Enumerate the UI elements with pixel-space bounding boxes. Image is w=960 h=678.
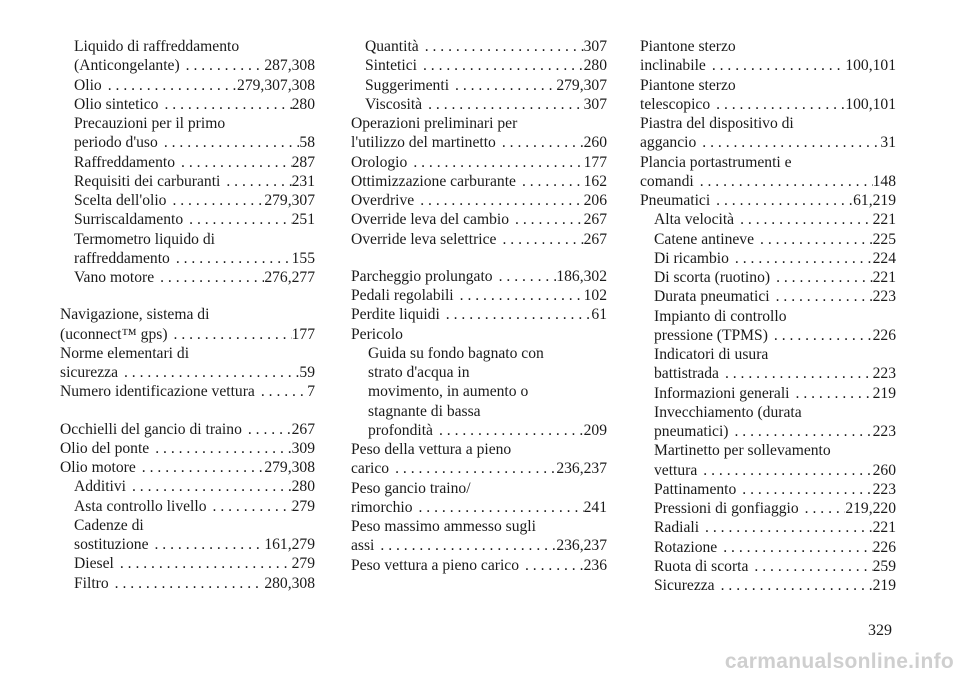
- entry-text: Peso vettura a pieno carico: [351, 556, 519, 574]
- index-subentry: [640, 249, 896, 268]
- index-entry: [351, 153, 607, 172]
- page-reference: 307: [583, 95, 607, 113]
- dot-leader: [102, 76, 237, 95]
- dot-leader: [180, 56, 265, 75]
- entry-text: Norme elementari di: [60, 344, 190, 362]
- entry-text: Informazioni generali: [654, 384, 790, 402]
- dot-leader: [407, 153, 583, 172]
- dot-leader: [519, 556, 584, 575]
- index-column-3: [640, 37, 896, 595]
- index-entry: [351, 191, 607, 210]
- dot-leader: [799, 499, 846, 518]
- page-reference: 223: [872, 288, 896, 306]
- index-subentry: [60, 249, 315, 268]
- dot-leader: [768, 326, 873, 345]
- index-entry: [640, 95, 896, 114]
- page-reference: 241: [583, 498, 607, 516]
- index-entry: [351, 133, 607, 152]
- index-subentry: [60, 535, 315, 554]
- entry-text: Sicurezza: [654, 577, 715, 594]
- index-entry: [351, 267, 607, 286]
- entry-text: Perdite liquidi: [351, 306, 440, 324]
- index-subentry: [640, 538, 896, 557]
- page-reference: 155: [291, 249, 315, 267]
- index-subentry: [640, 287, 896, 306]
- index-subentry: [640, 576, 896, 595]
- page-reference: 221: [872, 519, 896, 537]
- page-reference: 209: [583, 421, 607, 439]
- page-reference: 279: [291, 497, 315, 515]
- index-entry: [60, 305, 315, 324]
- dot-leader: [493, 267, 557, 286]
- dot-leader: [754, 230, 873, 249]
- dot-leader: [158, 95, 291, 114]
- dot-leader: [255, 382, 307, 401]
- dot-leader: [696, 133, 880, 152]
- index-subentry: [60, 95, 315, 114]
- index-entry: [60, 363, 315, 382]
- index-subentry: [640, 326, 896, 345]
- dot-leader: [118, 363, 299, 382]
- index-entry: [351, 498, 607, 517]
- dot-leader: [168, 325, 292, 344]
- entry-text: Parcheggio prolungato: [351, 267, 493, 285]
- entry-text: Guida su fondo bagnato con: [368, 344, 544, 362]
- index-subentry: [351, 421, 607, 440]
- page-reference: 236,237: [556, 537, 607, 555]
- index-entry: [351, 210, 607, 229]
- dot-leader: [496, 133, 584, 152]
- page-reference: 231: [291, 172, 315, 190]
- entry-text: comandi: [640, 172, 694, 190]
- page-number: 329: [868, 622, 892, 639]
- page-reference: 307: [583, 38, 607, 55]
- dot-leader: [728, 422, 872, 441]
- index-subentry: [60, 497, 315, 516]
- page-reference: 280: [291, 478, 315, 496]
- entry-text: Overdrive: [351, 192, 415, 209]
- index-entry: [640, 76, 896, 95]
- index-entry: [351, 479, 607, 498]
- dot-leader: [419, 37, 584, 56]
- page-reference: 59: [299, 364, 315, 381]
- page-reference: 267: [291, 420, 315, 438]
- entry-text: Piantone sterzo: [640, 38, 736, 55]
- entry-text: Diesel: [74, 555, 114, 573]
- entry-text: Olio motore: [60, 459, 136, 476]
- page-reference: 309: [291, 439, 315, 457]
- dot-leader: [699, 518, 873, 537]
- dot-leader: [413, 498, 584, 517]
- index-entry: [60, 420, 315, 439]
- dot-leader: [389, 459, 556, 478]
- entry-text: Pericolo: [351, 325, 403, 343]
- entry-text: Pneumatici: [640, 192, 711, 209]
- dot-leader: [136, 458, 265, 477]
- dot-leader: [207, 497, 292, 516]
- entry-text: Override leva selettrice: [351, 230, 497, 248]
- dot-leader: [729, 249, 873, 268]
- index-entry: [640, 133, 896, 152]
- index-subentry: [60, 153, 315, 172]
- entry-text: vettura: [654, 461, 698, 479]
- entry-text: Rotazione: [654, 538, 718, 556]
- entry-text: Cadenze di: [74, 516, 144, 534]
- page-reference: 267: [583, 211, 607, 229]
- index-subentry: [640, 307, 896, 326]
- index-subentry: [60, 268, 315, 287]
- entry-text: Navigazione, sistema di: [60, 306, 210, 324]
- page-reference: 223: [872, 480, 896, 498]
- page-reference: 161,279: [264, 536, 315, 553]
- index-subentry: [351, 95, 607, 114]
- watermark: carmanualsonline.info: [724, 650, 954, 673]
- page-reference: 287,308: [264, 57, 315, 75]
- entry-text: Alta velocità: [654, 211, 735, 229]
- entry-text: raffreddamento: [74, 249, 170, 267]
- index-subentry: [60, 477, 315, 496]
- entry-text: Impianto di controllo: [654, 307, 787, 325]
- dot-leader: [422, 95, 584, 114]
- dot-leader: [220, 172, 291, 191]
- page-reference: 31: [880, 134, 896, 152]
- entry-text: Durata pneumatici: [654, 288, 770, 306]
- dot-leader: [694, 172, 873, 191]
- page-reference: 226: [872, 326, 896, 344]
- index-subentry: [60, 133, 315, 152]
- entry-text: Pedali regolabili: [351, 287, 454, 304]
- index-subentry: [640, 499, 896, 518]
- page-reference: 279: [291, 555, 315, 573]
- dot-leader: [770, 287, 873, 306]
- entry-text: Di ricambio: [654, 249, 729, 267]
- entry-text: pneumatici): [654, 423, 729, 440]
- index-entry: [351, 459, 607, 478]
- entry-text: Olio del ponte: [60, 439, 150, 457]
- entry-text: Peso della vettura a pieno: [351, 441, 512, 458]
- page-reference: 279,307: [264, 192, 315, 209]
- index-subentry: [640, 461, 896, 480]
- entry-text: movimento, in aumento o: [368, 383, 529, 401]
- entry-text: Raffreddamento: [74, 153, 176, 171]
- entry-text: Requisiti dei carburanti: [74, 172, 221, 190]
- index-subentry: [640, 518, 896, 537]
- page-reference: 280,308: [264, 574, 315, 592]
- page-reference: 162: [583, 172, 607, 190]
- dot-leader: [126, 477, 292, 496]
- entry-text: Ottimizzazione carburante: [351, 172, 516, 190]
- entry-text: carico: [351, 460, 390, 478]
- index-subentry: [640, 364, 896, 383]
- page-reference: 61: [591, 306, 607, 324]
- index-entry: [60, 439, 315, 458]
- dot-leader: [454, 286, 584, 305]
- dot-leader: [149, 535, 265, 554]
- index-entry: [640, 56, 896, 75]
- page-reference: 280: [291, 95, 315, 113]
- index-subentry: [60, 516, 315, 535]
- page-reference: 251: [291, 211, 315, 229]
- entry-text: Pressioni di gonfiaggio: [654, 500, 799, 517]
- entry-text: Di scorta (ruotino): [654, 269, 771, 286]
- index-entry: [351, 230, 607, 249]
- entry-text: inclinabile: [640, 57, 706, 75]
- dot-leader: [114, 554, 292, 573]
- dot-leader: [449, 76, 556, 95]
- page-reference: 177: [291, 325, 315, 343]
- dot-leader: [748, 557, 872, 576]
- page-reference: 186,302: [556, 267, 607, 285]
- page-reference: 223: [872, 423, 896, 440]
- entry-text: rimorchio: [351, 498, 413, 516]
- index-subentry: [60, 191, 315, 210]
- entry-text: Asta controllo livello: [74, 497, 207, 515]
- entry-text: Additivi: [74, 478, 126, 496]
- dot-leader: [374, 536, 556, 555]
- dot-leader: [710, 95, 845, 114]
- index-subentry: [351, 382, 607, 401]
- entry-text: Olio sintetico: [74, 95, 159, 113]
- index-subentry: [640, 268, 896, 287]
- index-subentry: [351, 402, 607, 421]
- index-subentry: [60, 230, 315, 249]
- dot-leader: [440, 305, 592, 324]
- index-entry: [640, 37, 896, 56]
- index-entry: [351, 536, 607, 555]
- page-reference: 236,237: [556, 460, 607, 478]
- entry-text: Operazioni preliminari per: [351, 115, 518, 132]
- dot-leader: [790, 384, 873, 403]
- entry-text: pressione (TPMS): [654, 326, 768, 344]
- entry-text: Suggerimenti: [365, 76, 450, 94]
- page-reference: 102: [583, 287, 607, 304]
- entry-text: Martinetto per sollevamento: [654, 442, 831, 460]
- page-reference: 219: [872, 384, 896, 402]
- index-subentry: [60, 210, 315, 229]
- dot-leader: [183, 210, 291, 229]
- page-reference: 100,101: [845, 57, 896, 75]
- index-subentry: [351, 344, 607, 363]
- page-reference: 58: [299, 134, 315, 152]
- dot-leader: [734, 210, 873, 229]
- index-entry: [351, 517, 607, 536]
- index-subentry: [60, 172, 315, 191]
- index-entry: [351, 556, 607, 575]
- index-subentry: [640, 480, 896, 499]
- index-entry: [640, 153, 896, 172]
- index-entry: [640, 191, 896, 210]
- entry-text: strato d'acqua in: [368, 364, 470, 381]
- page-reference: 7: [307, 383, 315, 401]
- entry-text: Piantone sterzo: [640, 76, 736, 94]
- index-subentry: [640, 345, 896, 364]
- page-reference: 224: [872, 249, 896, 267]
- entry-text: Viscosità: [365, 95, 423, 113]
- index-subentry: [60, 76, 315, 95]
- dot-leader: [414, 191, 583, 210]
- index-entry: [60, 382, 315, 401]
- dot-leader: [697, 461, 872, 480]
- entry-text: Invecchiamento (durata: [654, 403, 802, 421]
- dot-leader: [717, 538, 872, 557]
- index-subentry: [640, 422, 896, 441]
- page-reference: 177: [583, 153, 607, 171]
- section-gap: [351, 249, 607, 267]
- dot-leader: [417, 56, 584, 75]
- index-subentry: [640, 384, 896, 403]
- dot-leader: [109, 574, 265, 593]
- index-entry: [351, 305, 607, 324]
- index-entry: [60, 325, 315, 344]
- index-subentry: [640, 210, 896, 229]
- index-column-1: [60, 37, 315, 593]
- entry-text: sostituzione: [74, 536, 149, 553]
- page-reference: 223: [872, 365, 896, 383]
- index-subentry: [640, 557, 896, 576]
- page-reference: 206: [583, 192, 607, 209]
- dot-leader: [706, 56, 845, 75]
- dot-leader: [770, 268, 873, 287]
- entry-text: Peso gancio traino/: [351, 479, 471, 497]
- index-subentry: [60, 37, 315, 56]
- entry-text: battistrada: [654, 365, 719, 383]
- index-entry: [640, 114, 896, 133]
- dot-leader: [170, 249, 292, 268]
- section-gap: [60, 287, 315, 305]
- dot-leader: [166, 191, 264, 210]
- entry-text: telescopico: [640, 95, 711, 113]
- entry-text: Liquido di raffreddamento: [74, 38, 240, 55]
- page-reference: 260: [872, 461, 896, 479]
- index-entry: [351, 325, 607, 344]
- dot-leader: [516, 172, 584, 191]
- page-reference: 148: [872, 172, 896, 190]
- page-reference: 276,277: [264, 269, 315, 286]
- index-subentry: [60, 574, 315, 593]
- page-reference: 221: [872, 269, 896, 286]
- entry-text: (uconnect™ gps): [60, 325, 168, 343]
- dot-leader: [715, 576, 873, 595]
- index-subentry: [60, 56, 315, 75]
- entry-text: stagnante di bassa: [368, 402, 481, 420]
- dot-leader: [736, 480, 872, 499]
- entry-text: Precauzioni per il primo: [74, 115, 226, 132]
- page-reference: 260: [583, 134, 607, 152]
- entry-text: Ruota di scorta: [654, 557, 749, 575]
- index-entry: [351, 286, 607, 305]
- index-subentry: [60, 114, 315, 133]
- entry-text: Radiali: [654, 519, 700, 537]
- section-gap: [60, 402, 315, 420]
- index-subentry: [640, 403, 896, 422]
- index-subentry: [351, 56, 607, 75]
- page-reference: 236: [583, 556, 607, 574]
- entry-text: Pattinamento: [654, 480, 737, 498]
- index-subentry: [640, 441, 896, 460]
- entry-text: Indicatori di usura: [654, 346, 769, 363]
- index-entry: [640, 172, 896, 191]
- entry-text: Catene antineve: [654, 230, 755, 248]
- entry-text: Quantità: [365, 38, 419, 55]
- index-entry: [351, 172, 607, 191]
- index-column-2: [351, 37, 607, 575]
- entry-text: Override leva del cambio: [351, 211, 510, 229]
- index-entry: [60, 344, 315, 363]
- entry-text: Termometro liquido di: [74, 230, 215, 248]
- page-reference: 267: [583, 230, 607, 248]
- page-reference: 226: [872, 538, 896, 556]
- dot-leader: [242, 420, 292, 439]
- page-reference: 279,307: [556, 76, 607, 94]
- page-reference: 225: [872, 230, 896, 248]
- entry-text: aggancio: [640, 134, 697, 152]
- index-subentry: [351, 37, 607, 56]
- entry-text: Scelta dell'olio: [74, 192, 167, 209]
- page-reference: 100,101: [845, 95, 896, 113]
- entry-text: Vano motore: [74, 269, 155, 286]
- index-entry: [351, 440, 607, 459]
- dot-leader: [719, 364, 873, 383]
- dot-leader: [496, 230, 583, 249]
- index-subentry: [60, 554, 315, 573]
- page-reference: 61,219: [853, 192, 896, 209]
- entry-text: (Anticongelante): [74, 57, 180, 75]
- index-subentry: [640, 230, 896, 249]
- index-subentry: [351, 363, 607, 382]
- entry-text: Olio: [74, 76, 102, 94]
- dot-leader: [154, 268, 264, 287]
- page-reference: 221: [872, 211, 896, 229]
- entry-text: Plancia portastrumenti e: [640, 153, 792, 171]
- entry-text: Filtro: [74, 574, 109, 592]
- index-entry: [60, 458, 315, 477]
- entry-text: periodo d'uso: [74, 134, 158, 152]
- dot-leader: [175, 153, 292, 172]
- page-reference: 279,308: [264, 459, 315, 476]
- entry-text: Orologio: [351, 153, 408, 171]
- page-reference: 287: [291, 153, 315, 171]
- index-subentry: [351, 76, 607, 95]
- entry-text: Occhielli del gancio di traino: [60, 420, 242, 438]
- page-reference: 259: [872, 557, 896, 575]
- entry-text: Piastra del dispositivo di: [640, 115, 794, 132]
- dot-leader: [710, 191, 853, 210]
- dot-leader: [509, 210, 584, 229]
- entry-text: assi: [351, 537, 375, 555]
- page-reference: 279,307,308: [237, 76, 315, 94]
- page-reference: 280: [583, 57, 607, 75]
- entry-text: sicurezza: [60, 364, 118, 381]
- dot-leader: [433, 421, 584, 440]
- entry-text: Peso massimo ammesso sugli: [351, 518, 536, 535]
- page-reference: 219: [872, 577, 896, 594]
- page-reference: 219,220: [845, 500, 896, 517]
- entry-text: Surriscaldamento: [74, 211, 184, 229]
- entry-text: profondità: [368, 421, 433, 439]
- entry-text: Numero identificazione vettura: [60, 383, 255, 401]
- entry-text: Sintetici: [365, 57, 417, 75]
- dot-leader: [158, 133, 300, 152]
- entry-text: l'utilizzo del martinetto: [351, 134, 496, 152]
- index-entry: [351, 114, 607, 133]
- dot-leader: [149, 439, 291, 458]
